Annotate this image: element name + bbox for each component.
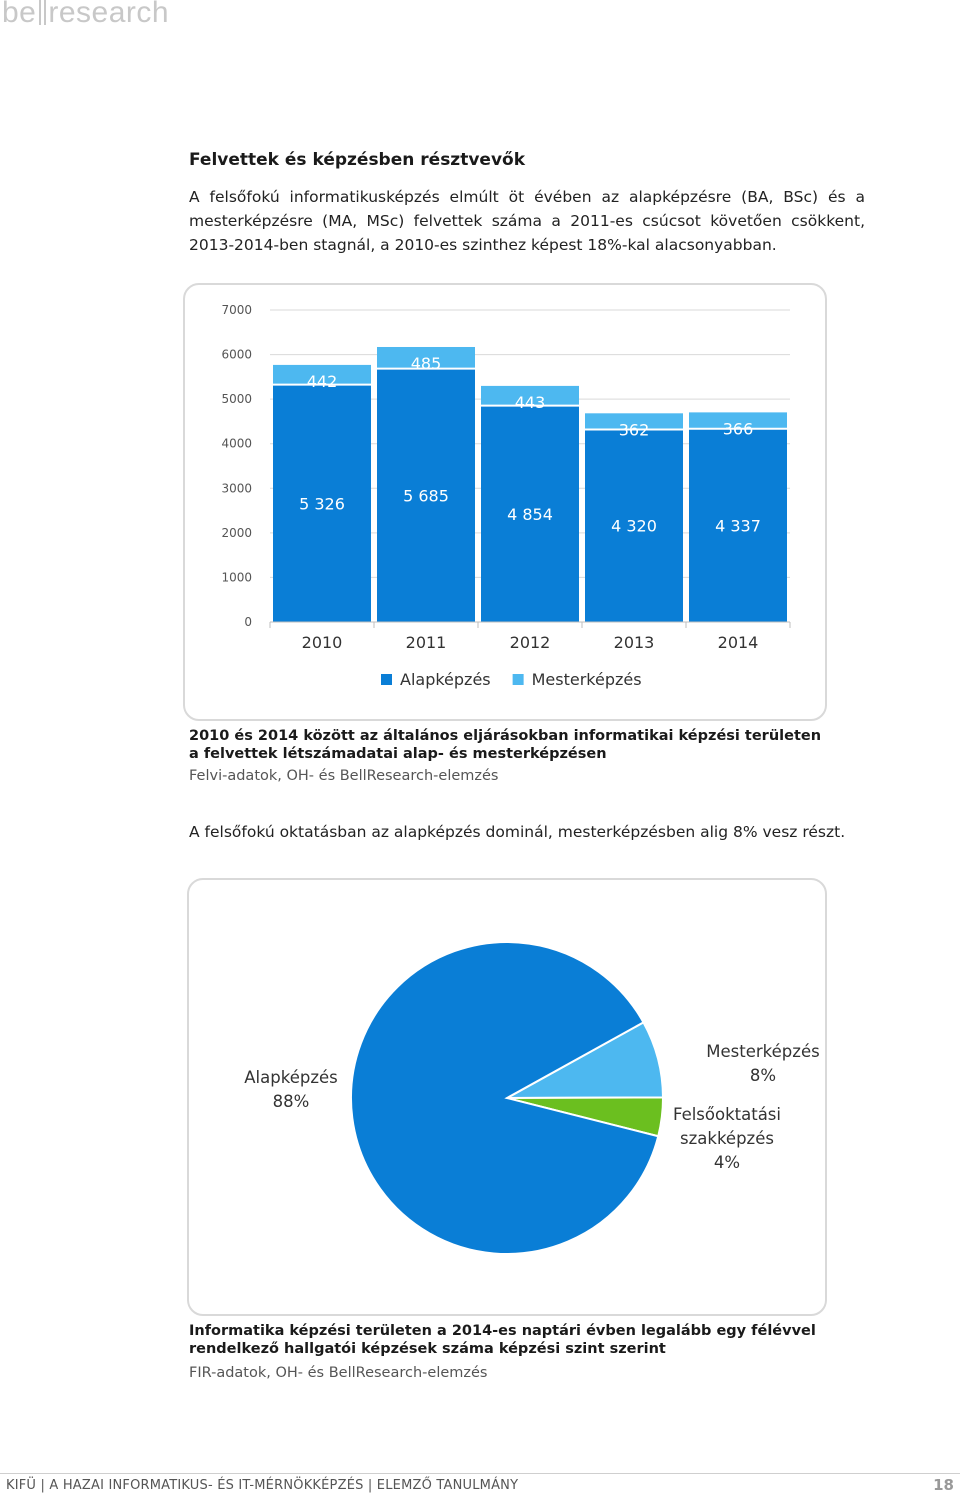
y-tick-label: 1000: [221, 570, 252, 585]
data-label-mesterkepzes: 362: [618, 420, 650, 440]
x-tick-label: 2010: [301, 633, 343, 652]
y-tick-label: 6000: [221, 347, 252, 362]
bar-chart-caption: 2010 és 2014 között az általános eljárásokban informatikai képzési területen a felvettek létszámadatai alap- és mesterképzésen: [189, 728, 822, 762]
x-tick-label: 2012: [509, 633, 551, 652]
y-tick-label: 3000: [221, 481, 252, 496]
stacked-bar-chart: [185, 285, 825, 717]
logo-text-left: be: [2, 0, 37, 29]
bar-chart-source: Felvi-adatok, OH- és BellResearch-elemzés: [189, 768, 499, 784]
y-tick-label: 7000: [221, 303, 252, 317]
pie-chart-caption: Informatika képzési területen a 2014-es naptári évben legalább egy félévvel rendelkező hallgatói képzések száma képzési szint szerint: [189, 1323, 816, 1357]
x-tick-label: 2011: [405, 633, 447, 652]
footer-text: KIFÜ | A HAZAI INFORMATIKUS- ÉS IT-MÉRNÖKKÉPZÉS | ELEMZŐ TANULMÁNY: [6, 1478, 519, 1493]
legend-swatch: [513, 674, 524, 685]
page-number: 18: [933, 1476, 954, 1494]
data-label-mesterkepzes: 442: [306, 371, 338, 391]
y-tick-label: 4000: [221, 436, 252, 451]
data-label-mesterkepzes: 443: [514, 392, 546, 412]
pie-label-alapkepzes: Alapképzés: [244, 1068, 338, 1087]
x-tick-label: 2014: [717, 633, 759, 652]
legend-swatch: [381, 674, 392, 685]
footer-divider: [0, 1473, 960, 1474]
data-label-alapkepzes: 5 685: [403, 486, 449, 506]
pie-pct-alapkepzes: 88%: [272, 1092, 310, 1111]
logo-bar: [44, 0, 46, 25]
data-label-alapkepzes: 4 320: [611, 516, 657, 536]
data-label-alapkepzes: 4 854: [507, 504, 553, 524]
pie-pct-mesterkepzes: 8%: [749, 1066, 777, 1085]
logo-text-right: research: [48, 0, 170, 29]
section-heading: Felvettek és képzésben résztvevők: [189, 150, 526, 170]
y-tick-label: 5000: [221, 392, 252, 407]
x-tick-label: 2013: [613, 633, 655, 652]
y-tick-label: 2000: [221, 525, 252, 540]
pie-chart: [189, 880, 821, 1310]
pie-pct-felsooktatasi: 4%: [713, 1153, 741, 1172]
data-label-alapkepzes: 5 326: [299, 494, 345, 514]
pie-label-felsooktatasi: Felsőoktatási: [672, 1105, 782, 1124]
intro-paragraph: A felsőfokú informatikusképzés elmúlt öt évében az alapképzésre (BA, BSc) és a mesterképzésre (MA, MSc) felvettek száma a 2011-es csúcsot követően csökkent, 2013-2014-ben stagnál, a 2010-es szinthez képest 18%-kal alacsonyabban.: [189, 188, 865, 254]
data-label-mesterkepzes: 485: [410, 353, 442, 373]
y-tick-label: 0: [244, 615, 252, 629]
legend-label: Mesterképzés: [531, 670, 642, 689]
data-label-mesterkepzes: 366: [722, 419, 754, 439]
pie-chart-source: FIR-adatok, OH- és BellResearch-elemzés: [189, 1365, 488, 1381]
bellresearch-logo: [2, 0, 169, 30]
data-label-alapkepzes: 4 337: [715, 516, 761, 536]
legend-label: Alapképzés: [400, 670, 491, 689]
mid-paragraph: A felsőfokú oktatásban az alapképzés dominál, mesterképzésben alig 8% vesz részt.: [189, 823, 846, 841]
logo-bar: [39, 0, 41, 25]
pie-label-mesterkepzes: Mesterképzés: [706, 1042, 820, 1061]
pie-label-felsooktatasi: szakképzés: [680, 1129, 774, 1148]
